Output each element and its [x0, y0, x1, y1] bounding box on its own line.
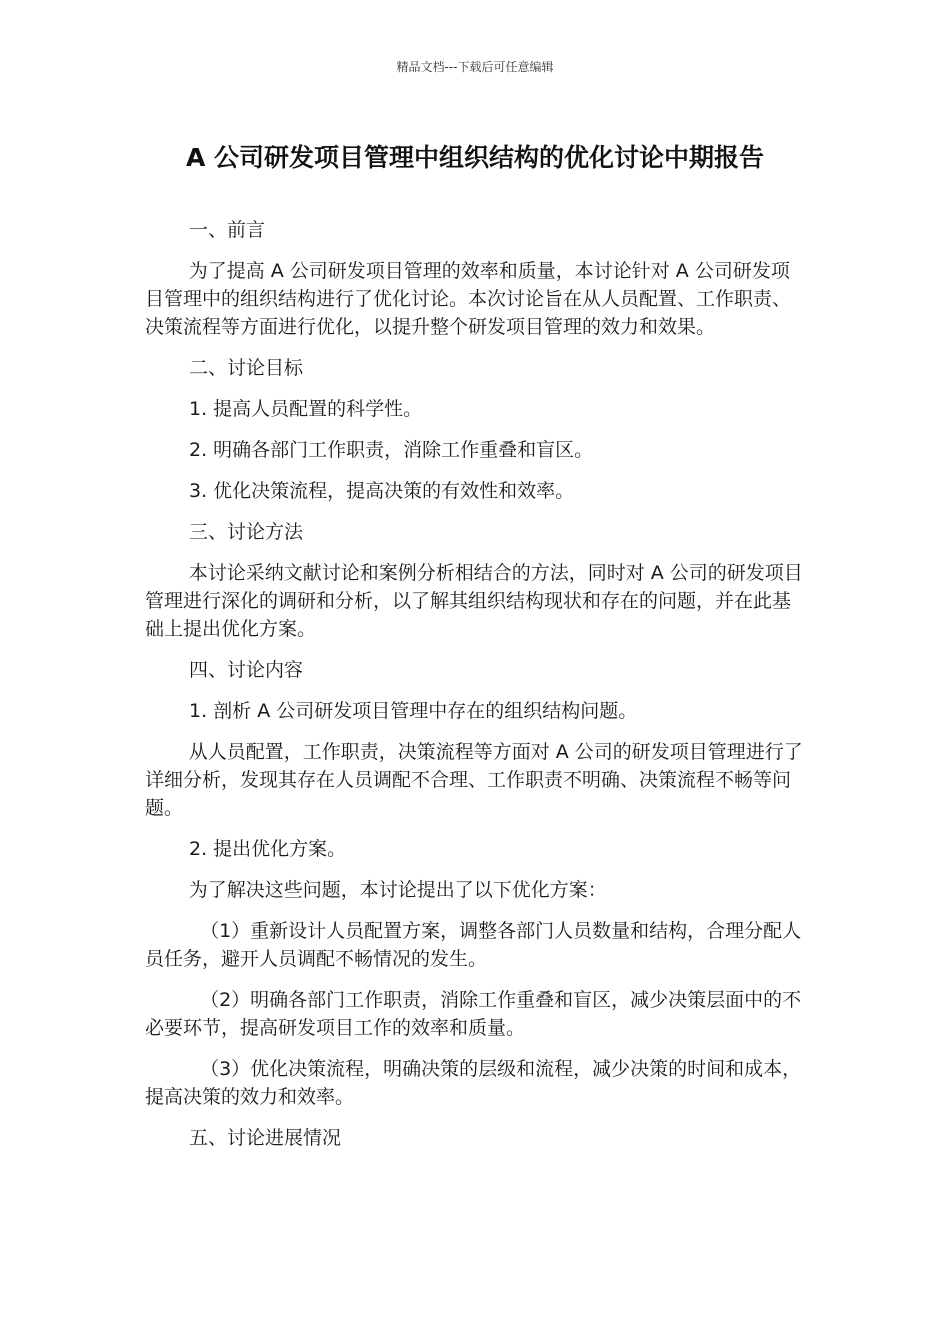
solution-item-2: （2）明确各部门工作职责，消除工作重叠和盲区，减少决策层面中的不必要环节，提高研发项目工作的效率和质量。: [145, 989, 802, 1039]
list-item-goal-2: 2. 明确各部门工作职责，消除工作重叠和盲区。: [189, 439, 594, 461]
section-heading-content: 四、讨论内容: [189, 659, 304, 681]
section-heading-method: 三、讨论方法: [189, 521, 304, 543]
solution-item-1: （1）重新设计人员配置方案，调整各部门人员数量和结构，合理分配人员任务，避开人员调配不畅情况的发生。: [145, 920, 802, 970]
list-item-goal-1: 1. 提高人员配置的科学性。: [189, 398, 423, 420]
paragraph-preface: 为了提高 A 公司研发项目管理的效率和质量，本讨论针对 A 公司研发项目管理中的组织结构进行了优化讨论。本次讨论旨在从人员配置、工作职责、决策流程等方面进行优化，以提升整个研发项目管理的效力和效果。: [145, 260, 792, 338]
paragraph-solutions-intro: 为了解决这些问题，本讨论提出了以下优化方案：: [188, 879, 607, 901]
list-item-content-2: 2. 提出优化方案。: [189, 838, 347, 860]
list-item-content-1: 1. 剖析 A 公司研发项目管理中存在的组织结构问题。: [189, 700, 638, 722]
list-item-goal-3: 3. 优化决策流程，提高决策的有效性和效率。: [189, 480, 575, 502]
document-body: [145, 216, 807, 1165]
paragraph-analysis: 从人员配置，工作职责，决策流程等方面对 A 公司的研发项目管理进行了详细分析，发现其存在人员调配不合理、工作职责不明确、决策流程不畅等问题。: [145, 741, 803, 819]
header-note: 精品文档---下载后可任意编辑: [396, 60, 554, 74]
solution-item-3: （3）优化决策流程，明确决策的层级和流程，减少决策的时间和成本，提高决策的效力和效率。: [145, 1058, 802, 1108]
section-heading-progress: 五、讨论进展情况: [189, 1127, 342, 1149]
section-heading-preface: 一、前言: [189, 219, 266, 241]
document-title: A 公司研发项目管理中组织结构的优化讨论中期报告: [185, 143, 765, 172]
section-heading-goals: 二、讨论目标: [189, 357, 304, 379]
paragraph-method: 本讨论采纳文献讨论和案例分析相结合的方法，同时对 A 公司的研发项目管理进行深化的调研和分析，以了解其组织结构现状和存在的问题，并在此基础上提出优化方案。: [145, 562, 803, 640]
